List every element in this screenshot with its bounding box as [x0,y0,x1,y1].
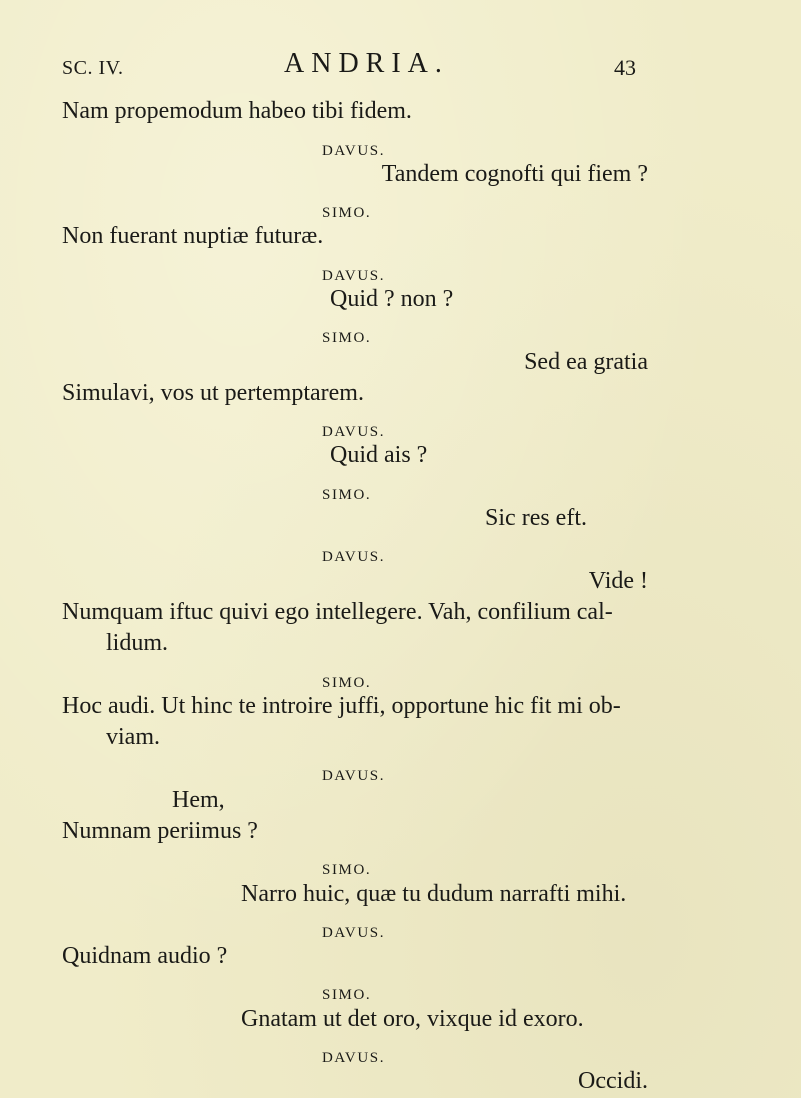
verse-line: Numquam iftuc quivi ego intellegere. Vah, confilium cal- [62,599,613,625]
verse-line: lidum. [106,630,169,656]
speaker-label: SIMO. [322,987,372,1003]
verse-line: Sed ea gratia [524,349,648,375]
verse-line: Quidnam audio ? [62,943,228,969]
speaker-label: DAVUS. [322,424,386,440]
running-header-title: ANDRIA. [284,48,449,79]
verse-line: Occidi. [578,1068,648,1094]
running-header-section: SC. IV. [62,57,124,79]
speaker-label: DAVUS. [322,549,386,565]
speaker-label: DAVUS. [322,768,386,784]
speaker-label: SIMO. [322,675,372,691]
speaker-label: SIMO. [322,862,372,878]
verse-line: Tandem cognofti qui fiem ? [381,161,648,187]
verse-line: Sic res eft. [485,505,587,531]
verse-line: Gnatam ut det oro, vixque id exoro. [241,1006,584,1032]
verse-line: Vide ! [588,568,648,594]
verse-line: Narro huic, quæ tu dudum narrafti mihi. [241,881,627,907]
verse-line: Numnam periimus ? [62,818,258,844]
speaker-label: DAVUS. [322,268,386,284]
verse-line: Quid ? non ? [330,286,454,312]
speaker-label: SIMO. [322,205,372,221]
page-number: 43 [614,55,636,80]
verse-line: viam. [106,724,160,750]
verse-line: Simulavi, vos ut pertemptarem. [62,380,364,406]
verse-line: Hem, [172,787,225,813]
verse-line: Quid ais ? [330,442,428,468]
speaker-label: DAVUS. [322,925,386,941]
verse-line: Hoc audi. Ut hinc te introire juffi, opportune hic fit mi ob- [62,693,621,719]
verse-line: Nam propemodum habeo tibi fidem. [62,98,412,124]
speaker-label: DAVUS. [322,143,386,159]
verse-line: Non fuerant nuptiæ futuræ. [62,223,324,249]
speaker-label: SIMO. [322,330,372,346]
speaker-label: SIMO. [322,487,372,503]
speaker-label: DAVUS. [322,1050,386,1066]
